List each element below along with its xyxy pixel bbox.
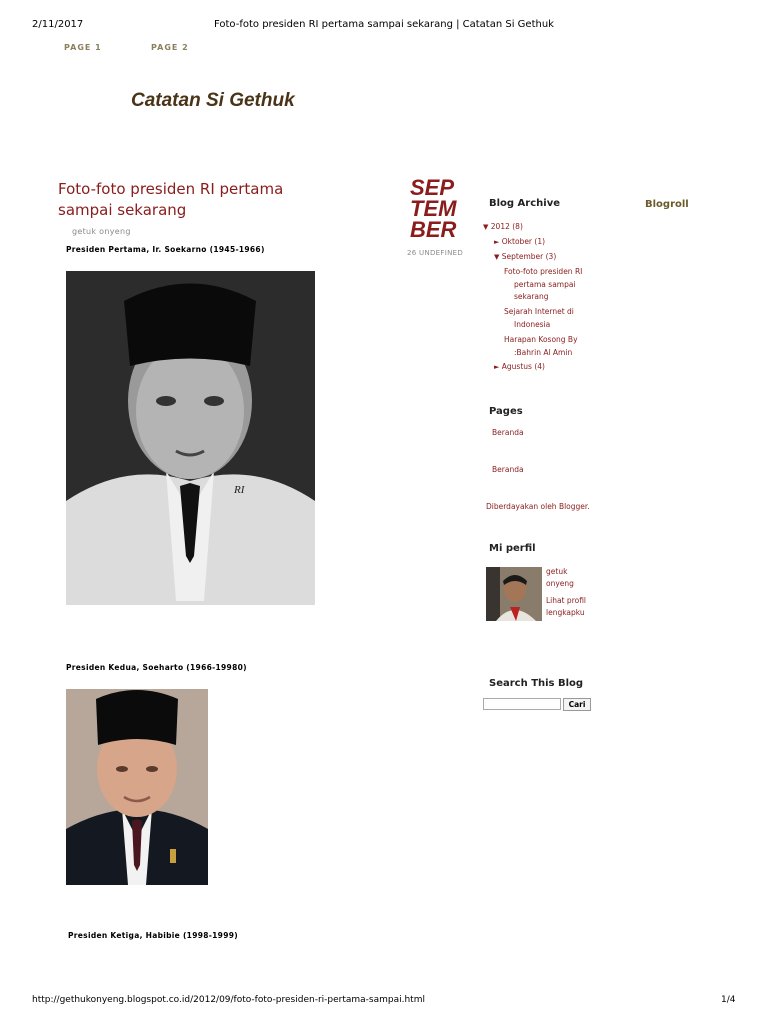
date-month-line: TEM [410,196,457,221]
archive-post-link[interactable] [504,306,594,331]
blog-title[interactable]: Catatan Si Gethuk [131,90,295,111]
post-author[interactable]: getuk onyeng [72,227,131,236]
profile-name-line[interactable]: getuk [546,567,568,576]
archive-month-oktober[interactable] [494,235,545,249]
president-photo-soeharto [66,689,208,885]
archive-month-september[interactable] [494,250,556,264]
profile-link-line[interactable]: Lihat profil [546,596,587,605]
triangle-down-icon[interactable]: ▼ [483,223,489,231]
archive-year-2012[interactable] [483,220,523,234]
search-input[interactable] [483,698,561,710]
pages-heading: Pages [489,406,523,417]
profile-name-line[interactable]: onyeng [546,579,574,588]
search-button[interactable]: Cari [563,698,591,711]
archive-post-link[interactable] [504,334,594,359]
nav-page-1[interactable]: PAGE 1 [64,43,102,52]
triangle-right-icon[interactable]: ► [494,238,500,246]
print-footer-url: http://gethukonyeng.blogspot.co.id/2012/09/foto-foto-presiden-ri-pertama-sampai.html [32,995,425,1005]
date-month-line: SEP [410,175,455,200]
archive-post-link[interactable] [504,266,594,304]
triangle-right-icon[interactable]: ► [494,363,500,371]
archive-post-line[interactable]: Sejarah Internet di [504,307,574,316]
page-link-beranda[interactable]: Beranda [492,428,524,437]
profile-heading: Mi perfil [489,543,536,554]
archive-post-line[interactable]: Harapan Kosong By [504,335,578,344]
photo-caption-3: Presiden Ketiga, Habibie (1998-1999) [68,931,238,940]
archive-post-line[interactable]: Indonesia [514,319,551,329]
post-date-month [410,177,466,240]
date-month-line: BER [410,217,457,242]
post-date-day: 26 UNDEFINED [407,249,464,257]
blog-archive-heading: Blog Archive [489,198,561,209]
photo-caption-2: Presiden Kedua, Soeharto (1966-19980) [66,663,247,672]
profile-name-link[interactable] [546,566,574,590]
archive-year-label[interactable]: 2012 (8) [490,222,523,231]
nav-page-2[interactable]: PAGE 2 [151,43,189,52]
page-link-beranda[interactable]: Beranda [492,465,524,474]
archive-post-line[interactable]: pertama sampai [514,279,576,289]
archive-post-line[interactable]: sekarang [514,292,549,301]
view-full-profile-link[interactable] [546,595,586,619]
print-page-title: Foto-foto presiden RI pertama sampai sekarang | Catatan Si Gethuk [214,19,554,30]
avatar[interactable] [486,567,542,621]
powered-by-blogger-link[interactable]: Diberdayakan oleh Blogger. [486,502,590,511]
post-title[interactable]: Foto-foto presiden RI pertama sampai sekarang [58,180,284,219]
search-heading: Search This Blog [489,678,584,689]
president-photo-soekarno [66,271,315,605]
archive-month-label[interactable]: Agustus (4) [501,362,545,371]
print-date: 2/11/2017 [32,19,84,30]
archive-post-line[interactable]: Foto-foto presiden RI [504,267,583,276]
archive-post-line[interactable]: :Bahrin Al Amin [514,347,573,357]
archive-month-agustus[interactable] [494,360,545,374]
triangle-down-icon[interactable]: ▼ [494,253,500,261]
blogroll-heading: Blogroll [645,199,689,210]
print-page-number: 1/4 [721,995,736,1005]
archive-month-label[interactable]: September (3) [501,252,557,261]
archive-month-label[interactable]: Oktober (1) [501,237,546,246]
photo-caption-1: Presiden Pertama, Ir. Soekarno (1945-1966) [66,245,265,254]
svg-text:RI: RI [234,484,245,496]
profile-link-line[interactable]: lengkapku [546,608,585,617]
